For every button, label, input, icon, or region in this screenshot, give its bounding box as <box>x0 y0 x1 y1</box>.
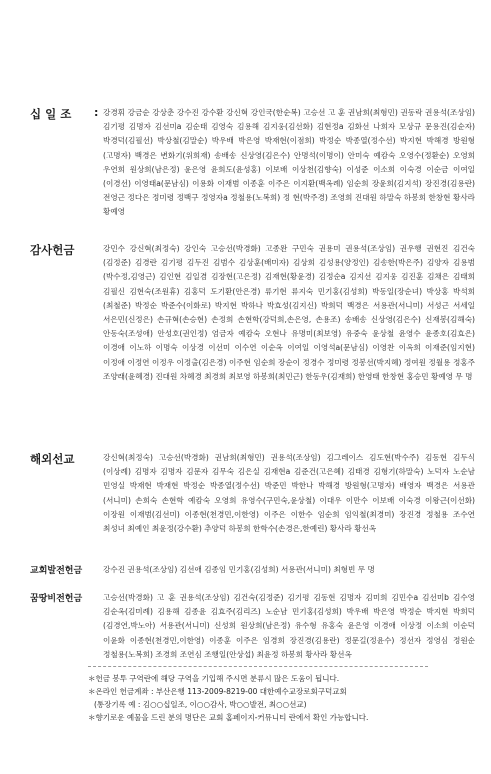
section-label: 꿈땅비전헌금 <box>30 594 83 604</box>
footer-note-website: ＊향기로운 예물을 드린 분의 명단은 교회 홈페이지-커뮤니티 란에서 확인 가능합니다. <box>88 713 369 722</box>
donor-list: 강수진 권용석(조상임) 김선애 김종임 민기홍(김성희) 서용관(서니미) 최형빈 무 명 <box>103 565 375 574</box>
donor-list: 강민수 강신혁(최정숙) 강인숙 고승선(박경화) 고종완 구민숙 권용미 권용석(조상임) 권우행 권현진 김건숙(김정준) 김경란 김기평 김두진 김범수 김상훈(배미자) 김상희 김성용(양정인) 김송한(박은주) 김양자 김용범(박수정,김영근) 김인현 김일겸 김장현(고은정) 김재현(황윤경) 김정순a 김지선 김지웅 김진훈 김채은 김태희 김필신 김현숙(조원휴) 김홍덕 도기환(안은경) 류기현 류지숙 민기홍(김성희) 박동일(장순녀) 박상홍 박석희(최철준) 박정순 박준수(이화로) 박지현 박하나 박효성(김지신) 박희덕 백경은 서용관(서니미) 서성근 서세일 서은민(신정은) 손규혁(손승현) 손정희 손현학(강덕희,손은영, 손용조) 송배송 신상영(김은수) 신재봉(김해숙) 안동숙(조성애) 안성호(권인정) 엄금자 예캄숙 오현나 유명미(최보영) 유중숙 윤상철 윤영수 윤종호(김효은) 이경애 이노하 이명숙 이상경 이선미 이수연 이순옥 이여일 이영석a(문남심) 이영찬 이옥희 이재준(임지현) 이정애 이정연 이정우 이정출(김은경) 이주현 임순희 장순이 정경수 정미령 정봉선(박지혜) 정여원 정월용 정홍주 조양래(윤혜경) 진대원 차혜경 최경희 최보영 하봉희(최민근) 한동우(김재희) 한영태 한창현 홍승민 황예영 무 명 <box>103 244 475 381</box>
donor-list: 고승선(박경화) 고 훈 권용석(조상임) 김건숙(김정준) 김기평 김동현 김명자 김미희 김민수a 김선미b 김수영 김순옥(김미례) 김용해 김종윤 김효주(김리즈) 노순남 민기홍(김성희) 박우배 박은영 박정순 박지현 박희덕(김경연,박노아) 서용관(서니미) 신성희 원상희(남은정) 유수형 유홍숙 윤은영 이경애 이상정 이소희 이순덕 이윤화 이종현(천경민,이한영) 이종훈 이주은 임경희 장진경(김용란) 정문길(정윤수) 정선자 정영심 정원순 정철용(노복희) 조경희 조연심 조행일(안상섭) 최윤정 하봉희 황사라 황선옥 <box>103 593 475 659</box>
section-label: 십 일 조 <box>30 107 72 121</box>
footer-note-envelope: ＊헌금 봉투 구역란에 해당 구역을 기입해 주시면 분류시 많은 도움이 됩니다. <box>88 674 340 683</box>
section-label: 교회발전헌금 <box>30 566 83 576</box>
donor-list: 강신혁(최정숙) 고승선(박경화) 권남희(최형민) 권용석(조상임) 김그레이스 김도현(박수주) 김동현 김두식(이상례) 김명자 김명자 김문자 김무숙 김은실 김재현a 김준건(고은혜) 김태경 김형기(하말숙) 노덕자 노순남 민영실 박재현 박재현 박정순 박종열(정수선) 박준민 박한나 박해경 방원형(고명자) 배영자 백경은 서용관(서니미) 손희숙 손현학 예캄숙 오영희 유영수(구민숙,윤상철) 이대우 이만수 이보배 이숙경 이왕근(이선화) 이장원 이재범(김선미) 이종현(천경민,이한영) 이주은 이한수 임순희 임익철(최경미) 장진경 정철용 조수연 최성녀 최예인 최윤정(강수환) 추양덕 하봉희 한학수(손경은,한예린) 황사라 황선옥 <box>103 453 475 534</box>
colon: : <box>94 106 99 119</box>
section-label: 해외선교 <box>30 452 75 466</box>
section-label: 감사헌금 <box>30 243 75 257</box>
footer-notes <box>88 666 428 724</box>
footer-note-account: ＊온라인 헌금계좌 : 부산은행 113-2009-8219-00 대한예수교장로회구덕교회 <box>88 687 347 696</box>
footer-note-example: (통장기록 예 : 김○○십일조, 이○○감사, 박○○발전, 최○○선교) <box>94 700 307 709</box>
donor-list: 강경휘 강금순 강상춘 강수진 강수환 강신혁 강인국(한순복) 고승선 고 훈 권남희(최형민) 권동락 권용석(조상임) 김기평 김명자 김선미a 김순태 김영숙 김용해 김지웅(김선화) 김현정a 김화선 나희자 모상규 문용진(김순자) 박경덕(김필선) 박상철(김말순) 박우배 박은영 박재현(이점희) 박정순 박종열(정수선) 박지현 박해경 방원형(고명자) 백경은 변화기(위희재) 송배송 신상영(김은수) 안명석(이명이) 안미숙 예캄숙 오영수(정환순) 오영희 우연희 원상희(남은정) 윤은영 윤희도(윤성홍) 이보배 이상천(김향숙) 이성준 이소희 이숙경 이순금 이여일(이경선) 이영태a(문남심) 이용화 이재범 이종훈 이주은 이지환(백옥례) 임순희 장윤희(김지석) 장진경(김용란) 전영근 정다은 정미령 정백구 정영자a 정철용(노복희) 정 현(박주경) 조영희 진대원 하말숙 하봉희 한창현 황사라 황예영 <box>103 108 475 217</box>
